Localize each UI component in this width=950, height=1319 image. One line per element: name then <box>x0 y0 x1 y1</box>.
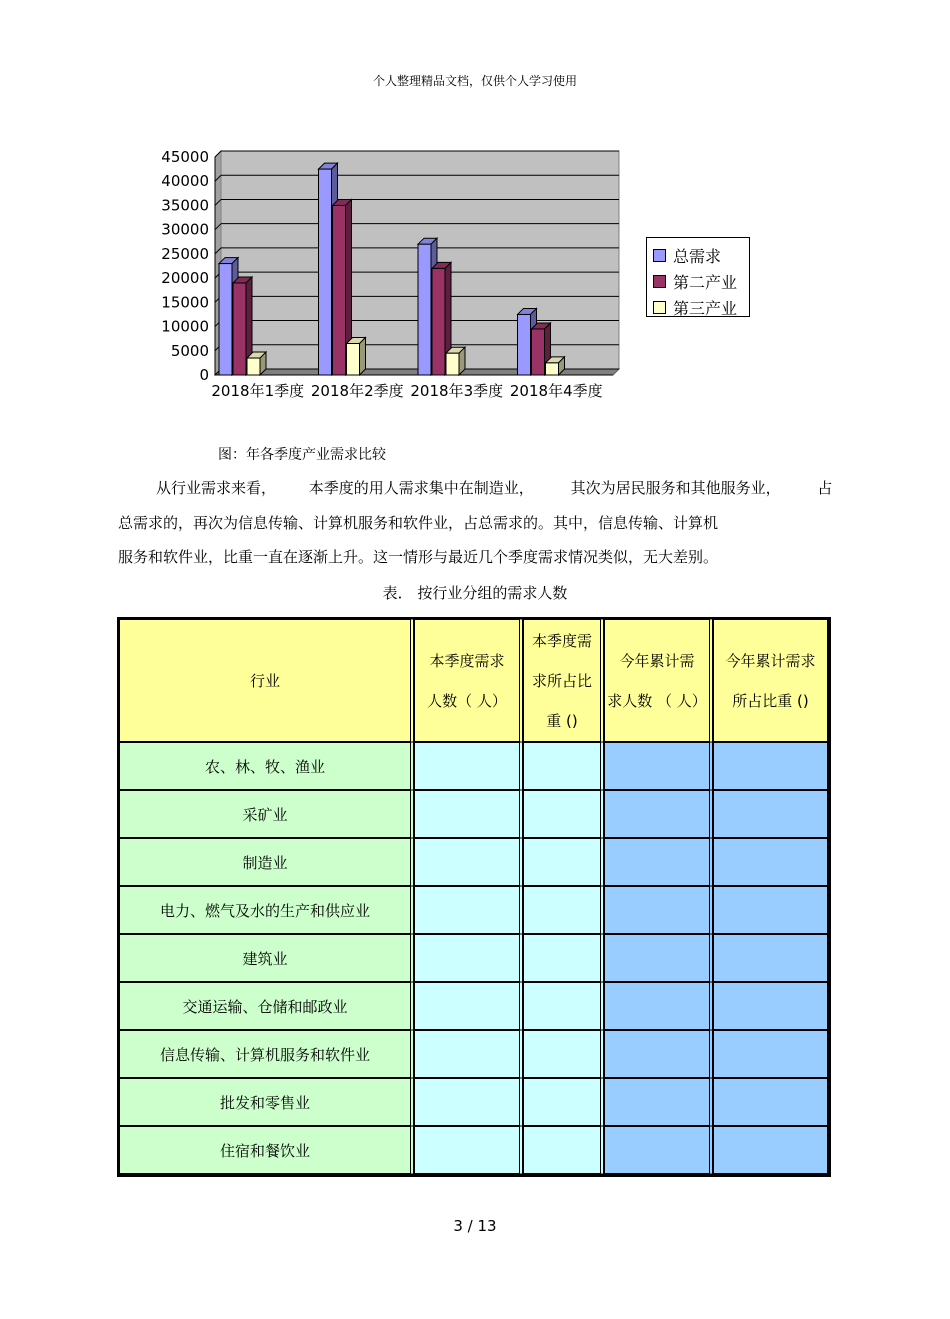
paragraph-seg-2: 本季度的用人需求集中在制造业， <box>308 479 534 497</box>
table-title: 表． 按行业分组的需求人数 <box>382 584 568 602</box>
cur-count-cell <box>414 1126 523 1174</box>
paragraph-line-1 <box>118 478 833 498</box>
cur-count-cell <box>414 838 523 886</box>
header-industry-label: 行业 <box>249 671 280 690</box>
bar <box>518 314 531 375</box>
yr-ratio-cell <box>713 742 828 790</box>
header-cur-ratio-line-2: 求所占比 <box>531 671 592 690</box>
industry-name-cell: 建筑业 <box>119 934 414 982</box>
header-cur-count-line-2: 人数（ 人） <box>427 691 507 710</box>
x-tick-label: 2018年4季度 <box>509 382 603 400</box>
y-tick-label: 0 <box>199 366 209 384</box>
x-tick-label: 2018年3季度 <box>410 382 504 400</box>
header-yr-count-line-1: 今年累计需 <box>619 651 695 670</box>
paragraph-line-2: 总需求的，再次为信息传输、计算机服务和软件业，占总需求的。其中，信息传输、计算机 <box>118 514 719 532</box>
cur-count-cell <box>414 1030 523 1078</box>
bar <box>347 344 360 375</box>
cur-ratio-cell <box>523 742 604 790</box>
y-tick-label: 30000 <box>161 220 209 239</box>
industry-name-cell: 农、林、牧、渔业 <box>119 742 414 790</box>
y-tick-label: 5000 <box>170 341 209 360</box>
paragraph-seg-3: 其次为居民服务和其他服务业， <box>570 479 781 497</box>
industry-name-cell: 交通运输、仓储和邮政业 <box>119 982 414 1030</box>
cur-ratio-cell <box>523 886 604 934</box>
table-header-row <box>119 619 828 742</box>
yr-ratio-cell <box>713 982 828 1030</box>
cur-count-cell <box>414 1078 523 1126</box>
yr-ratio-cell <box>713 886 828 934</box>
legend-item-tertiary <box>653 294 749 320</box>
yr-ratio-cell <box>713 1078 828 1126</box>
header-yr-ratio-line-2: 所占比重 () <box>732 691 809 710</box>
y-tick-label: 10000 <box>161 317 209 336</box>
table-row <box>119 838 828 886</box>
y-tick-label: 15000 <box>161 293 209 312</box>
yr-ratio-cell <box>713 1030 828 1078</box>
header-cur-ratio <box>523 619 604 742</box>
header-cur-ratio-line-1: 本季度需 <box>531 631 592 650</box>
legend-label-tertiary: 第三产业 <box>673 298 738 318</box>
legend-item-total <box>653 242 749 268</box>
header-yr-count-line-2: 求人数 （ 人） <box>607 691 707 710</box>
industry-name-cell: 信息传输、计算机服务和软件业 <box>119 1030 414 1078</box>
legend-label-total: 总需求 <box>673 246 722 266</box>
yr-ratio-cell <box>713 934 828 982</box>
chart-caption: 图：年各季度产业需求比较 <box>218 447 386 463</box>
cur-count-cell <box>414 886 523 934</box>
yr-ratio-cell <box>713 838 828 886</box>
paragraph-line-3: 服务和软件业，比重一直在逐渐上升。这一情形与最近几个季度需求情况类似，无大差别。 <box>118 548 719 566</box>
cur-count-cell <box>414 934 523 982</box>
table-row <box>119 790 828 838</box>
industry-name-cell: 住宿和餐饮业 <box>119 1126 414 1174</box>
cur-ratio-cell <box>523 1126 604 1174</box>
yr-count-cell <box>604 1078 713 1126</box>
yr-count-cell <box>604 1030 713 1078</box>
industry-demand-bar-chart <box>150 150 640 410</box>
yr-count-cell <box>604 790 713 838</box>
cur-ratio-cell <box>523 982 604 1030</box>
yr-count-cell <box>604 982 713 1030</box>
bar <box>432 268 445 375</box>
bar <box>333 205 346 375</box>
bar <box>233 283 246 375</box>
y-tick-label: 40000 <box>161 172 209 191</box>
header-yr-ratio-line-1: 今年累计需求 <box>725 651 816 670</box>
industry-name-cell: 制造业 <box>119 838 414 886</box>
cur-ratio-cell <box>523 838 604 886</box>
table-row <box>119 1126 828 1174</box>
yr-count-cell <box>604 1126 713 1174</box>
bar <box>446 353 459 375</box>
bar <box>219 264 232 375</box>
cur-count-cell <box>414 982 523 1030</box>
header-cur-count-line-1: 本季度需求 <box>429 651 505 670</box>
bar-side <box>360 338 366 375</box>
yr-ratio-cell <box>713 790 828 838</box>
industry-demand-table <box>117 617 831 1177</box>
legend-swatch-secondary <box>653 275 666 288</box>
bar <box>247 358 260 375</box>
cur-count-cell <box>414 790 523 838</box>
header-cur-count <box>414 619 523 742</box>
bar <box>546 363 559 375</box>
table-row <box>119 1078 828 1126</box>
cur-ratio-cell <box>523 1078 604 1126</box>
cur-ratio-cell <box>523 790 604 838</box>
y-tick-label: 35000 <box>161 196 209 215</box>
paragraph-seg-4: 占 <box>817 479 833 497</box>
legend-label-secondary: 第二产业 <box>673 272 738 292</box>
document-header: 个人整理精品文档，仅供个人学习使用 <box>372 74 577 88</box>
chart-legend <box>646 237 750 317</box>
y-tick-label: 25000 <box>161 244 209 263</box>
legend-swatch-tertiary <box>653 301 666 314</box>
bar <box>532 329 545 375</box>
legend-swatch-total <box>653 249 666 262</box>
page-number: 3 / 13 <box>453 1217 497 1235</box>
yr-ratio-cell <box>713 1126 828 1174</box>
table-row <box>119 934 828 982</box>
table-row <box>119 1030 828 1078</box>
cur-count-cell <box>414 742 523 790</box>
yr-count-cell <box>604 934 713 982</box>
header-yr-ratio <box>713 619 828 742</box>
table-row <box>119 886 828 934</box>
table-row <box>119 982 828 1030</box>
industry-name-cell: 采矿业 <box>119 790 414 838</box>
y-tick-label: 20000 <box>161 269 209 288</box>
header-cur-ratio-line-3: 重 () <box>546 711 578 730</box>
bar <box>319 169 332 375</box>
header-yr-count <box>604 619 713 742</box>
paragraph-seg-1: 从行业需求来看， <box>156 479 277 497</box>
yr-count-cell <box>604 742 713 790</box>
header-industry <box>119 619 414 742</box>
table-body <box>119 742 828 1174</box>
y-tick-label: 45000 <box>161 150 209 166</box>
industry-name-cell: 电力、燃气及水的生产和供应业 <box>119 886 414 934</box>
industry-name-cell: 批发和零售业 <box>119 1078 414 1126</box>
legend-item-secondary <box>653 268 749 294</box>
table-row <box>119 742 828 790</box>
yr-count-cell <box>604 838 713 886</box>
cur-ratio-cell <box>523 934 604 982</box>
yr-count-cell <box>604 886 713 934</box>
x-tick-label: 2018年2季度 <box>310 382 404 400</box>
bar <box>418 244 431 375</box>
x-tick-label: 2018年1季度 <box>211 382 305 400</box>
cur-ratio-cell <box>523 1030 604 1078</box>
